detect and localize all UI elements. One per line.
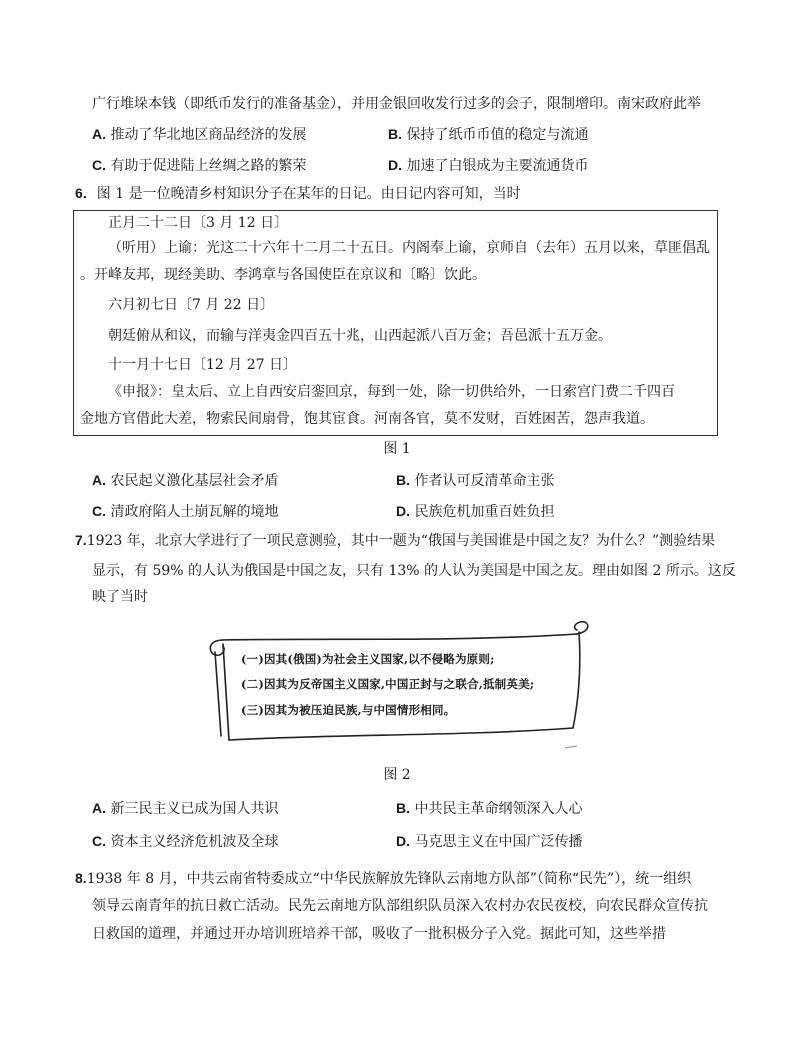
q7-stem-line-3: 映了当时	[92, 589, 148, 605]
q7-option-a	[92, 798, 278, 819]
question-text: 图 1 是一位晚清乡村知识分子在某年的日记。由日记内容可知，当时	[96, 186, 521, 202]
option-text: 马克思主义在中国广泛传播	[414, 834, 583, 850]
q5-option-d	[388, 155, 588, 176]
option-text: 中共民主革命纲领深入人心	[414, 801, 583, 817]
diary-line: 。开峰友邦，现经美助、李鸿章与各国使臣在京议和〔略〕饮此。	[80, 267, 486, 283]
q8-stem-line-3: 日救国的道理，并通过开办培训班培养干部，吸收了一批积极分子入党。据此可知，这些举措	[92, 926, 666, 942]
option-label: C.	[92, 503, 106, 519]
q8-stem-line-1	[75, 868, 691, 889]
option-text: 新三民主义已成为国人共识	[110, 801, 279, 817]
option-label: A.	[92, 126, 106, 142]
diary-date-2: 六月初七日〔7 月 22 日〕	[108, 297, 275, 313]
question-text: 1923 年，北京大学进行了一项民意测验，其中一题为“俄国与美国谁是中国之友？为什么？”测验结果	[86, 533, 716, 549]
option-text: 推动了华北地区商品经济的发展	[110, 127, 307, 143]
option-label: D.	[388, 157, 402, 173]
option-label: D.	[396, 833, 410, 849]
q6-stem	[75, 183, 521, 204]
question-text: 1938 年 8 月，中共云南省特委成立“中华民族解放先锋队云南地方队部”（简称“民先”），统一组织	[86, 871, 692, 887]
q5-option-a	[92, 124, 306, 145]
q5-stem-tail: 广行堆垛本钱（即纸币发行的准备基金），并用金银回收发行过多的会子，限制增印。南宋政府此举	[92, 96, 701, 112]
q7-option-d	[396, 831, 582, 852]
figure-1-caption: 图 1	[383, 441, 411, 457]
option-label: D.	[396, 503, 410, 519]
option-label: C.	[92, 833, 106, 849]
question-number: 8.	[75, 870, 87, 886]
scroll-reason-3: (三)因其为被压迫民族,与中国情形相同。	[241, 703, 456, 717]
option-text: 资本主义经济危机波及全球	[110, 834, 279, 850]
diary-date-1: 正月二十二日〔3 月 12 日〕	[108, 215, 289, 231]
option-text: 加速了白银成为主要流通货币	[406, 158, 589, 174]
scroll-figure	[205, 618, 590, 753]
option-text: 农民起义激化基层社会矛盾	[110, 473, 279, 489]
option-label: A.	[92, 472, 106, 488]
q7-option-c	[92, 831, 278, 852]
q6-option-b	[396, 470, 554, 491]
diary-line: （听用）上谕：光这二十六年十二月二十五日。内阁奉上谕，京师自（去年）五月以来，草匪倡乱	[108, 240, 710, 256]
option-text: 民族危机加重百姓负担	[414, 504, 555, 520]
option-label: C.	[92, 157, 106, 173]
q5-option-b	[388, 124, 588, 145]
q7-option-b	[396, 798, 582, 819]
option-label: A.	[92, 800, 106, 816]
option-label: B.	[396, 472, 410, 488]
option-label: B.	[396, 800, 410, 816]
q7-stem-line-2: 显示，有 59% 的人认为俄国是中国之友，只有 13% 的人认为美国是中国之友。理由如图 2 所示。这反	[92, 563, 736, 579]
option-text: 有助于促进陆上丝绸之路的繁荣	[110, 158, 307, 174]
q6-option-d	[396, 501, 554, 522]
option-text: 清政府陷人土崩瓦解的境地	[110, 504, 279, 520]
q5-option-c	[92, 155, 306, 176]
option-text: 保持了纸币币值的稳定与流通	[406, 127, 589, 143]
figure-2-caption: 图 2	[383, 767, 411, 783]
question-number: 7.	[75, 532, 87, 548]
q6-option-c	[92, 501, 278, 522]
scroll-reason-1: (一)因其(俄国)为社会主义国家,以不侵略为原则;	[241, 652, 495, 666]
diary-line: 朝廷俯从和议，而输与洋夷金四百五十兆，山西起派八百万金；吾邑派十五万金。	[108, 328, 612, 344]
diary-date-3: 十一月十七日〔12 月 27 日〕	[108, 357, 297, 373]
option-label: B.	[388, 126, 402, 142]
q7-stem-line-1	[75, 530, 715, 551]
diary-line: 金地方官借此大差，物索民间扇骨，饱其宦食。河南各官，莫不发财，百姓困苦，怨声我道。	[80, 411, 654, 427]
q8-stem-line-2: 领导云南青年的抗日救亡活动。民先云南地方队部组织队员深入农村办农民夜校，向农民群众宣传抗	[92, 898, 708, 914]
q6-option-a	[92, 470, 278, 491]
question-number: 6．	[75, 185, 97, 201]
scroll-reason-2: (二)因其为反帝国主义国家,中国正封与之联合,抵制英美;	[241, 677, 535, 691]
diary-line: 《申报》：皇太后、立上自西安启銮回京，每到一处，除一切供给外，一日索宫门费二千四百	[108, 384, 675, 400]
option-text: 作者认可反清革命主张	[414, 473, 555, 489]
